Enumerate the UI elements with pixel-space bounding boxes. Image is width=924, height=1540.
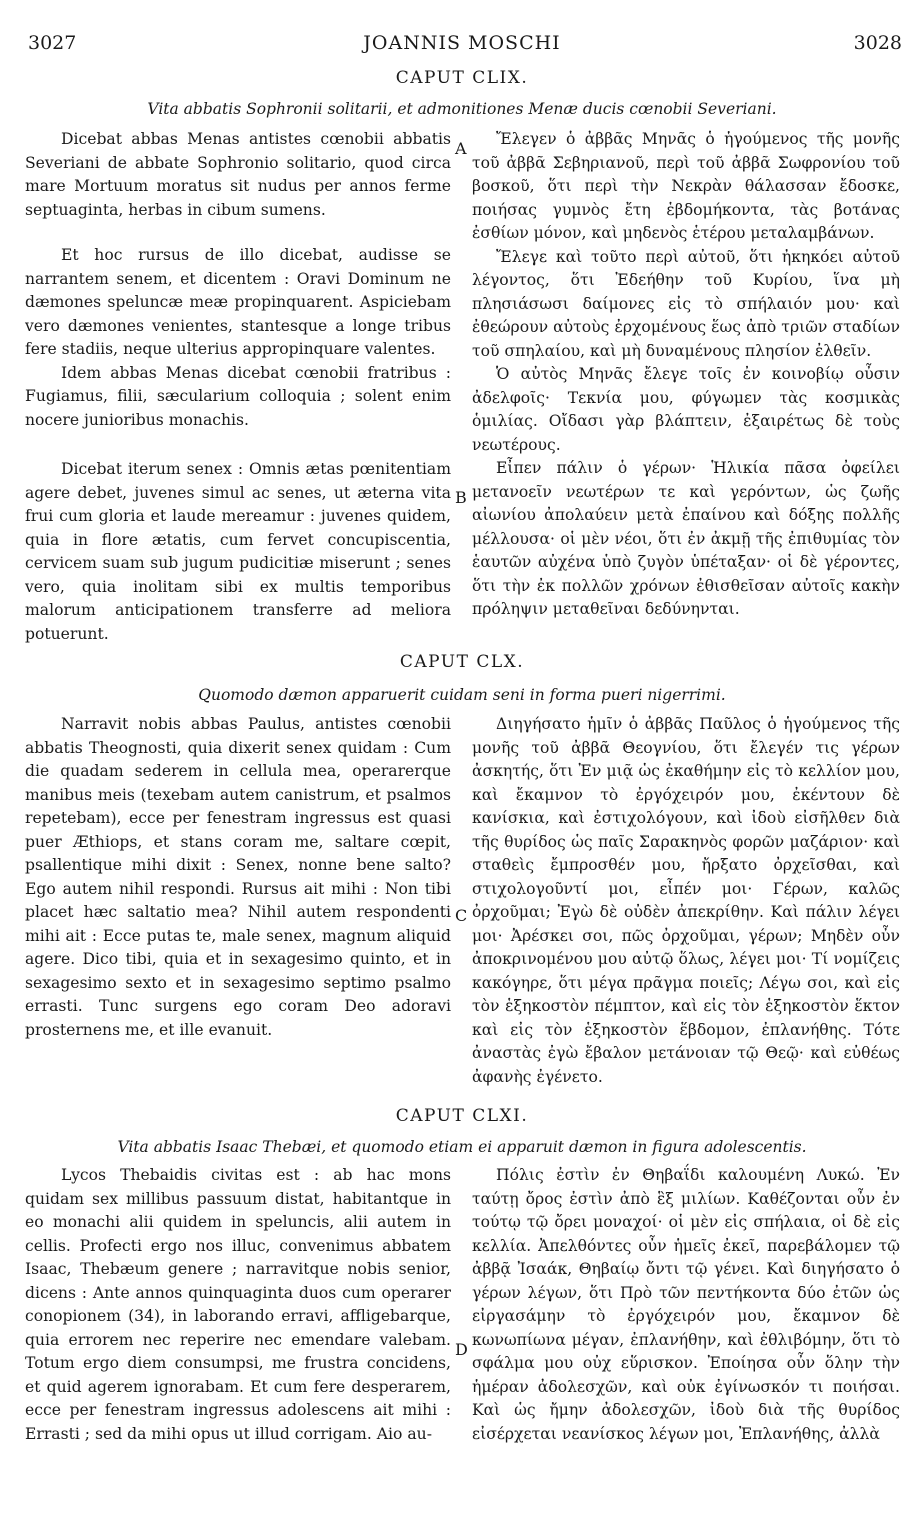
page-number-left: 3027 xyxy=(28,32,77,54)
margin-marker-a: A xyxy=(455,139,467,158)
chapter-subtitle: Vita abbatis Isaac Thebæi, et quomodo etiam ei apparuit dæmon in figura adolescentis. xyxy=(117,1138,807,1156)
greek-column xyxy=(472,713,900,1089)
greek-column xyxy=(472,128,900,622)
chapter-heading: CAPUT CLIX. xyxy=(395,68,529,88)
latin-paragraph: Et hoc rursus de illo dicebat, audisse se narrantem senem, et dicentem : Oravi Dominum ne dæmones speluncæ meæ propinquarent. Aspiciebam vero dæmones venientes, stantesque a longe tribus fere stadiis, neque ulterius appropinquare valentes. xyxy=(25,246,451,358)
margin-marker-c: C xyxy=(455,906,468,925)
latin-paragraph: Dicebat iterum senex : Omnis ætas pœnitentiam agere debet, juvenes simul ac senes, ut æterna vita frui cum gloria et laude mereamur : juvenes quidem, quia in flore ætatis, cum fervet concupiscentia, cervicem suam sub jugum pudicitiæ miserunt ; senes vero, quia inolitam sibi ex multis temporibus malorum anticipationem transferre ad meliora potuerunt. xyxy=(25,460,451,643)
margin-marker-b: B xyxy=(455,488,467,507)
chapter-subtitle: Vita abbatis Sophronii solitarii, et admonitiones Menæ ducis cœnobii Severiani. xyxy=(147,100,777,118)
greek-paragraph: Ὁ αὐτὸς Μηνᾶς ἔλεγε τοῖς ἐν κοινοβίῳ οὖσιν ἀδελφοῖς· Τεκνία μου, φύγωμεν τὰς κοσμικὰς ὁμιλίας. Οἴδασι γὰρ βλάπτειν, ἐξαιρέτως δὲ τοὺς νεωτέρους. xyxy=(472,365,900,454)
greek-column xyxy=(472,1164,900,1446)
latin-column xyxy=(25,1164,451,1446)
margin-marker-d: D xyxy=(455,1340,468,1359)
latin-column xyxy=(25,713,451,1042)
greek-paragraph: Ἔλεγε καὶ τοῦτο περὶ αὐτοῦ, ὅτι ἠκηκόει αὐτοῦ λέγοντος, ὅτι Ἐδεήθην τοῦ Κυρίου, ἵνα μὴ πλησιάσωσι δαίμονες εἰς τὸ σπήλαιόν μου· καὶ ἐθεώρουν αὐτοὺς ἐρχομένους ἕως ἀπὸ τριῶν σταδίων τοῦ σπηλαίου, καὶ μὴ δυναμένους πλησίον ἐλθεῖν. xyxy=(472,247,900,360)
latin-paragraph: Dicebat abbas Menas antistes cœnobii abbatis Severiani de abbate Sophronio solitario, quod circa mare Mortuum moratus sit nudus per annos ferme septuaginta, herbas in cibum sumens. xyxy=(25,130,451,219)
latin-paragraph: Narravit nobis abbas Paulus, antistes cœnobii abbatis Theognosti, quia dixerit senex quidam : Cum die quadam sederem in cellula mea, operarerque manibus meis (texebam autem canistrum, et psalmos repetebam), ecce per fenestram ingressus est quasi puer Æthiops, et stans coram me, saltare cœpit, psallentique mihi dixit : Senex, nonne bene salto? Ego autem nihil respondi. Rursus ait mihi : Non tibi placet hæc saltatio mea? Nihil autem respondenti mihi ait : Ecce putas te, male senex, magnum aliquid agere. Dico tibi, quia et in sexagesimo quinto, et in sexagesimo sexto et in sexagesimo septimo psalmo errasti. Tunc surgens ego coram Deo adoravi prosternens me, et ille evanuit. xyxy=(25,715,451,1039)
greek-paragraph: Πόλις ἐστὶν ἐν Θηβαΐδι καλουμένη Λυκώ. Ἐν ταύτῃ ὄρος ἐστὶν ἀπὸ ἓξ μιλίων. Καθέζονται οὖν ἐν τούτῳ τῷ ὄρει μοναχοί· οἱ μὲν εἰς σπήλαια, οἱ δὲ εἰς κελλία. Ἀπελθόντες οὖν ἡμεῖς ἐκεῖ, παρεβάλομεν τῷ ἀββᾷ Ἰσαάκ, Θηβαίῳ ὄντι τῷ γένει. Καὶ διηγήσατο ὁ γέρων λέγων, ὅτι Πρὸ τῶν πεντήκοντα δύο ἐτῶν ὡς εἰργασάμην τὸ ἐργόχειρόν μου, ἔκαμνον δὲ κωνωπίωνα μέγαν, ἐπλανήθην, καὶ ἐθλιβόμην, ὅτι τὸ σφάλμα μου οὐχ εὕρισκον. Ἐποίησα οὖν ὅλην τὴν ἡμέραν ἀδολεσχῶν, καὶ οὐκ ἐγίνωσκόν τι ποιήσαι. Καὶ ὡς ἤμην ἀδολεσχῶν, ἰδοὺ διὰ τῆς θυρίδος εἰσέρχεται νεανίσκος λέγων μοι, Ἐπλανήθης, ἀλλὰ xyxy=(472,1166,900,1443)
latin-paragraph: Idem abbas Menas dicebat cœnobii fratribus : Fugiamus, filii, sæcularium colloquia ; solent enim nocere junioribus monachis. xyxy=(25,363,451,429)
greek-paragraph: Διηγήσατο ἡμῖν ὁ ἀββᾶς Παῦλος ὁ ἡγούμενος τῆς μονῆς τοῦ ἀββᾶ Θεογνίου, ὅτι ἔλεγέν τις γέρων ἀσκητής, ὅτι Ἐν μιᾷ ὡς ἐκαθήμην εἰς τὸ κελλίον μου, καὶ ἔκαμνον τὸ ἐργόχειρόν μου, ἐκέντουν δὲ κανίσκια, καὶ ἐστιχολόγουν, καὶ ἰδοὺ εἰσῆλθεν διὰ τῆς θυρίδος ὡς παῖς Σαρακηνὸς φορῶν μαζάριον· καὶ σταθεὶς ἔμπροσθέν μου, ἤρξατο ὀρχεῖσθαι, καὶ στιχολογοῦντί μοι, εἶπέν μοι· Γέρων, καλῶς ὀρχοῦμαι; Ἐγὼ δὲ οὐδὲν ἀπεκρίθην. Καὶ πάλιν λέγει μοι· Ἀρέσκει σοι, πῶς ὀρχοῦμαι, γέρων; Μηδὲν οὖν ἀποκρινομένου μου αὐτῷ ὅλως, λέγει μοι· Τί νομίζεις κακόγηρε, ὅτι μέγα πρᾶγμα ποιεῖς; Λέγω σοι, καὶ εἰς τὸν ἑξηκοστὸν πέμπτον, καὶ εἰς τὸν ἑξηκοστὸν ἕκτον καὶ εἰς τὸν ἑξηκοστὸν ἕβδομον, ἐπλανήθης. Τότε ἀναστὰς ἐγὼ ἔβαλον μετάνοιαν τῷ Θεῷ· καὶ εὐθέως ἀφανὴς ἐγένετο. xyxy=(472,715,900,1086)
chapter-heading: CAPUT CLXI. xyxy=(395,1106,529,1126)
latin-column xyxy=(25,128,451,646)
chapter-heading: CAPUT CLX. xyxy=(399,652,525,672)
chapter-subtitle: Quomodo dæmon apparuerit cuidam seni in forma pueri nigerrimi. xyxy=(198,686,726,704)
greek-paragraph: Ἔλεγεν ὁ ἀββᾶς Μηνᾶς ὁ ἡγούμενος τῆς μονῆς τοῦ ἀββᾶ Σεβηριανοῦ, περὶ τοῦ ἀββᾶ Σωφρονίου τοῦ βοσκοῦ, ὅτι περὶ τὴν Νεκρὰν θάλασσαν ἔδοσκε, ποιήσας γυμνὸς ἔτη ἑβδομήκοντα, τὰς βοτάνας ἐσθίων μόνον, καὶ μηδενὸς ἑτέρου μεταλαμβάνων. xyxy=(472,130,900,242)
latin-paragraph: Lycos Thebaidis civitas est : ab hac mons quidam sex millibus passuum distat, habitantque in eo monachi alii quidem in speluncis, alii autem in cellis. Profecti ergo nos illuc, convenimus abbatem Isaac, Thebæum genere ; narravitque nobis senior, dicens : Ante annos quinquaginta duos cum operarer conopionem (34), in laborando erravi, affligebarque, quia errorem nec reperire nec emendare valebam. Totum ergo diem consumpsi, me frustra concidens, et quid agerem ignorabam. Et cum fere desperarem, ecce per fenestram ingressus adolescens ait mihi : Errasti ; sed da mihi opus ut illud corrigam. Aio au- xyxy=(25,1166,451,1443)
page-number-right: 3028 xyxy=(853,32,902,54)
greek-paragraph: Εἶπεν πάλιν ὁ γέρων· Ἡλικία πᾶσα ὀφείλει μετανοεῖν νεωτέρων τε καὶ γερόντων, ὡς ζωῆς αἰωνίου ἀπολαύειν μετὰ ἐπαίνου καὶ δόξης πολλῆς μέλλουσα· οἱ μὲν νέοι, ὅτι ἐν ἀκμῇ τῆς ἐπιθυμίας τὸν ἑαυτῶν αὐχένα ὑπὸ ζυγὸν ὑπέταξαν· οἱ δὲ γέροντες, ὅτι τὴν ἐκ πολλῶν χρόνων ἐθισθεῖσαν αὐτοῖς κακὴν πρόληψιν μεταθεῖναι δεδύνηνται. xyxy=(472,459,900,618)
running-title: JOANNIS MOSCHI xyxy=(363,32,561,54)
